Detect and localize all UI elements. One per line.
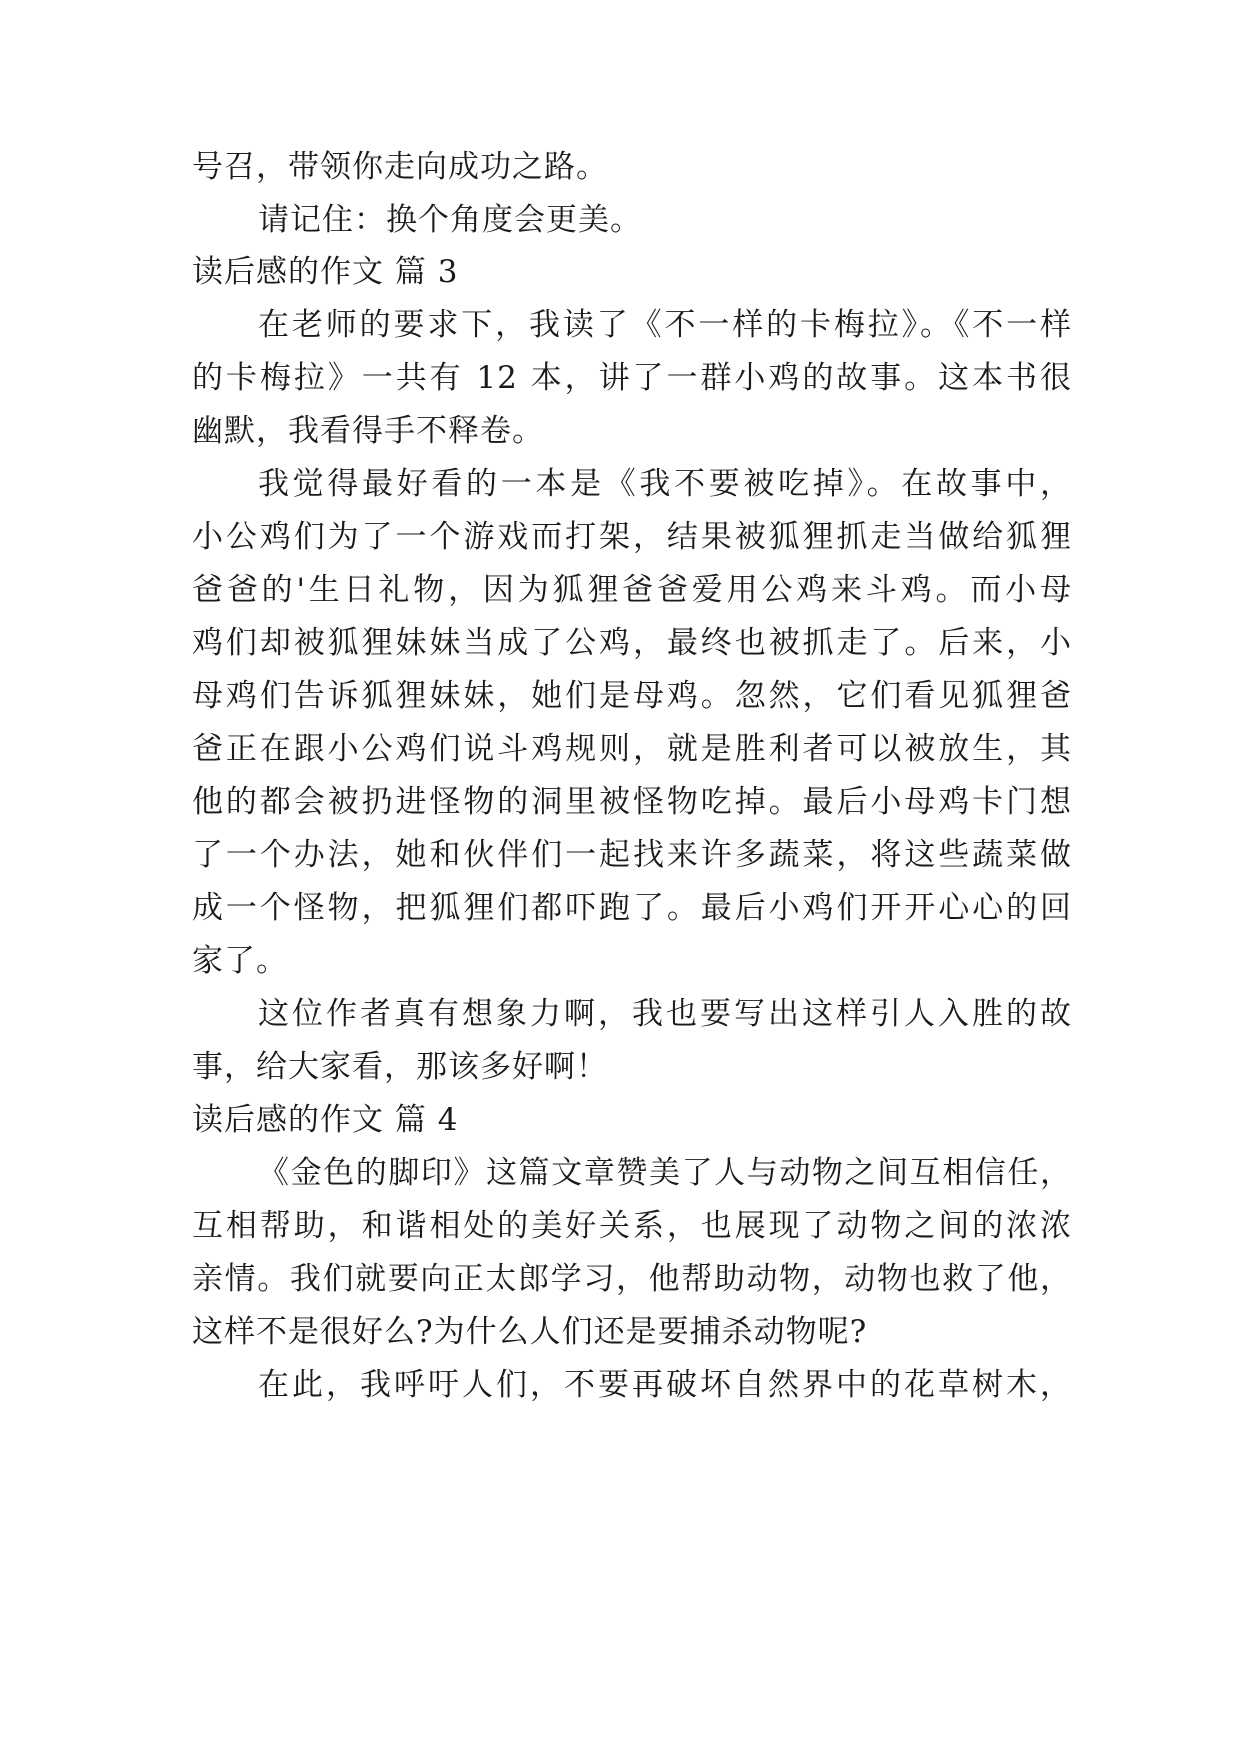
paragraph-line: 这样不是很好么?为什么人们还是要捕杀动物呢? — [192, 1314, 868, 1350]
paragraph-line: 的卡梅拉》一共有 12 本，讲了一群小鸡的故事。这本书很 — [192, 360, 1072, 396]
paragraph-line: 家了。 — [192, 943, 288, 979]
paragraph-line: 爸爸的'生日礼物，因为狐狸爸爸爱用公鸡来斗鸡。而小母 — [192, 572, 1072, 608]
paragraph-line: 在此，我呼吁人们，不要再破坏自然界中的花草树木， — [258, 1367, 1072, 1403]
paragraph-line: 成一个怪物，把狐狸们都吓跑了。最后小鸡们开开心心的回 — [192, 890, 1072, 926]
paragraph-line: 亲情。我们就要向正太郎学习，他帮助动物，动物也救了他， — [192, 1261, 1072, 1297]
paragraph-line: 我觉得最好看的一本是《我不要被吃掉》。在故事中， — [258, 466, 1072, 502]
paragraph-line: 事，给大家看，那该多好啊！ — [192, 1049, 608, 1085]
paragraph-line: 小公鸡们为了一个游戏而打架，结果被狐狸抓走当做给狐狸 — [192, 519, 1072, 555]
paragraph-line: 鸡们却被狐狸妹妹当成了公鸡，最终也被抓走了。后来，小 — [192, 625, 1072, 661]
paragraph-line: 《金色的脚印》这篇文章赞美了人与动物之间互相信任， — [258, 1155, 1072, 1191]
paragraph-line: 请记住：换个角度会更美。 — [258, 202, 642, 238]
paragraph-line: 幽默，我看得手不释卷。 — [192, 413, 544, 449]
section-heading: 读后感的作文 篇 3 — [192, 254, 459, 290]
paragraph-line: 这位作者真有想象力啊，我也要写出这样引人入胜的故 — [258, 996, 1072, 1032]
paragraph-line: 在老师的要求下，我读了《不一样的卡梅拉》。《不一样 — [258, 307, 1072, 343]
paragraph-line: 爸正在跟小公鸡们说斗鸡规则，就是胜利者可以被放生，其 — [192, 731, 1072, 767]
paragraph-line: 了一个办法，她和伙伴们一起找来许多蔬菜，将这些蔬菜做 — [192, 837, 1072, 873]
paragraph-line: 号召，带领你走向成功之路。 — [192, 149, 608, 185]
paragraph-line: 互相帮助，和谐相处的美好关系，也展现了动物之间的浓浓 — [192, 1208, 1072, 1244]
paragraph-line: 他的都会被扔进怪物的洞里被怪物吃掉。最后小母鸡卡门想 — [192, 784, 1072, 820]
paragraph-line: 母鸡们告诉狐狸妹妹，她们是母鸡。忽然，它们看见狐狸爸 — [192, 678, 1072, 714]
section-heading: 读后感的作文 篇 4 — [192, 1102, 459, 1138]
